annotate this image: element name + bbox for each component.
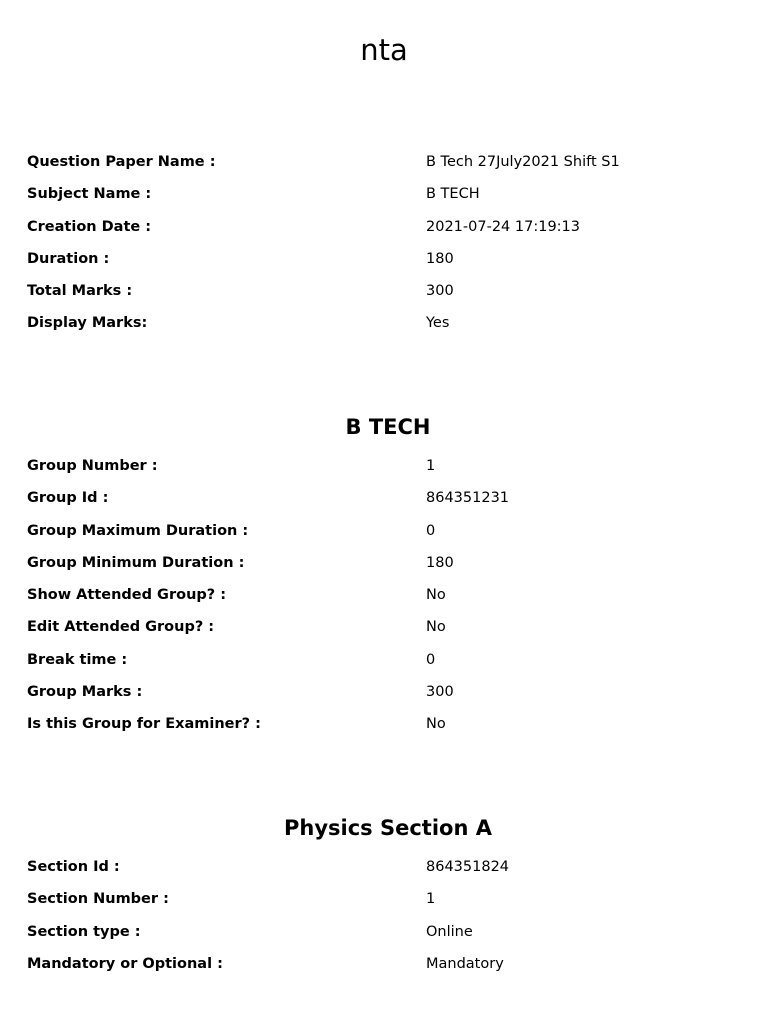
paper-info-row — [27, 250, 747, 282]
field-label: Group Maximum Duration : — [27, 522, 249, 539]
field-label: Group Number : — [27, 458, 158, 474]
field-label: Is this Group for Examiner? : — [27, 716, 261, 733]
field-value: 300 — [426, 684, 454, 701]
paper-info-row — [27, 185, 747, 217]
field-label: Section type : — [27, 923, 141, 940]
group-info-row — [27, 489, 747, 521]
group-info-row — [27, 683, 747, 715]
field-value: No — [426, 716, 446, 733]
field-label: Edit Attended Group? : — [27, 619, 215, 636]
section-info-row — [27, 858, 747, 890]
field-value: 2021-07-24 17:19:13 — [426, 218, 580, 235]
field-label: Section Id : — [27, 859, 120, 875]
field-value: B Tech 27July2021 Shift S1 — [426, 154, 620, 170]
field-value: 1 — [426, 458, 436, 474]
field-value: B TECH — [426, 186, 480, 203]
field-value: No — [426, 619, 446, 636]
field-value: 0 — [426, 651, 436, 668]
field-label: Creation Date : — [27, 218, 152, 235]
field-value: 0 — [426, 522, 436, 539]
field-label: Question Paper Name : — [27, 154, 216, 170]
field-label: Group Id : — [27, 490, 109, 507]
field-value: 1 — [426, 891, 436, 908]
paper-info-row — [27, 282, 747, 314]
group-info-row — [27, 715, 747, 747]
field-value: Mandatory — [426, 955, 504, 972]
field-label: Total Marks : — [27, 283, 133, 300]
group-info-table — [27, 457, 747, 748]
section-info-row — [27, 923, 747, 955]
field-value: No — [426, 587, 446, 604]
group-info-row — [27, 651, 747, 683]
group-heading: B TECH — [345, 415, 431, 439]
field-value: 180 — [426, 250, 454, 267]
field-label: Subject Name : — [27, 186, 152, 203]
field-label: Show Attended Group? : — [27, 587, 227, 604]
paper-info-row — [27, 314, 747, 346]
field-label: Mandatory or Optional : — [27, 955, 223, 972]
field-label: Section Number : — [27, 891, 169, 908]
section-heading: Physics Section A — [284, 816, 492, 840]
page-title: nta — [360, 33, 408, 67]
field-value: Online — [426, 923, 473, 940]
section-info-row — [27, 890, 747, 922]
group-info-row — [27, 586, 747, 618]
group-info-row — [27, 554, 747, 586]
field-label: Break time : — [27, 651, 128, 668]
field-value: 864351231 — [426, 490, 510, 507]
paper-info-row — [27, 153, 747, 185]
group-info-row — [27, 457, 747, 489]
field-label: Group Marks : — [27, 684, 143, 701]
field-label: Duration : — [27, 250, 110, 267]
section-info-row — [27, 955, 747, 987]
paper-info-table — [27, 153, 747, 347]
field-value: 864351824 — [426, 859, 510, 875]
paper-info-row — [27, 218, 747, 250]
section-info-table — [27, 858, 747, 987]
group-info-row — [27, 522, 747, 554]
field-value: Yes — [426, 315, 450, 332]
group-info-row — [27, 618, 747, 650]
field-label: Display Marks: — [27, 315, 148, 332]
field-value: 300 — [426, 283, 454, 300]
field-label: Group Minimum Duration : — [27, 554, 245, 571]
field-value: 180 — [426, 554, 454, 571]
